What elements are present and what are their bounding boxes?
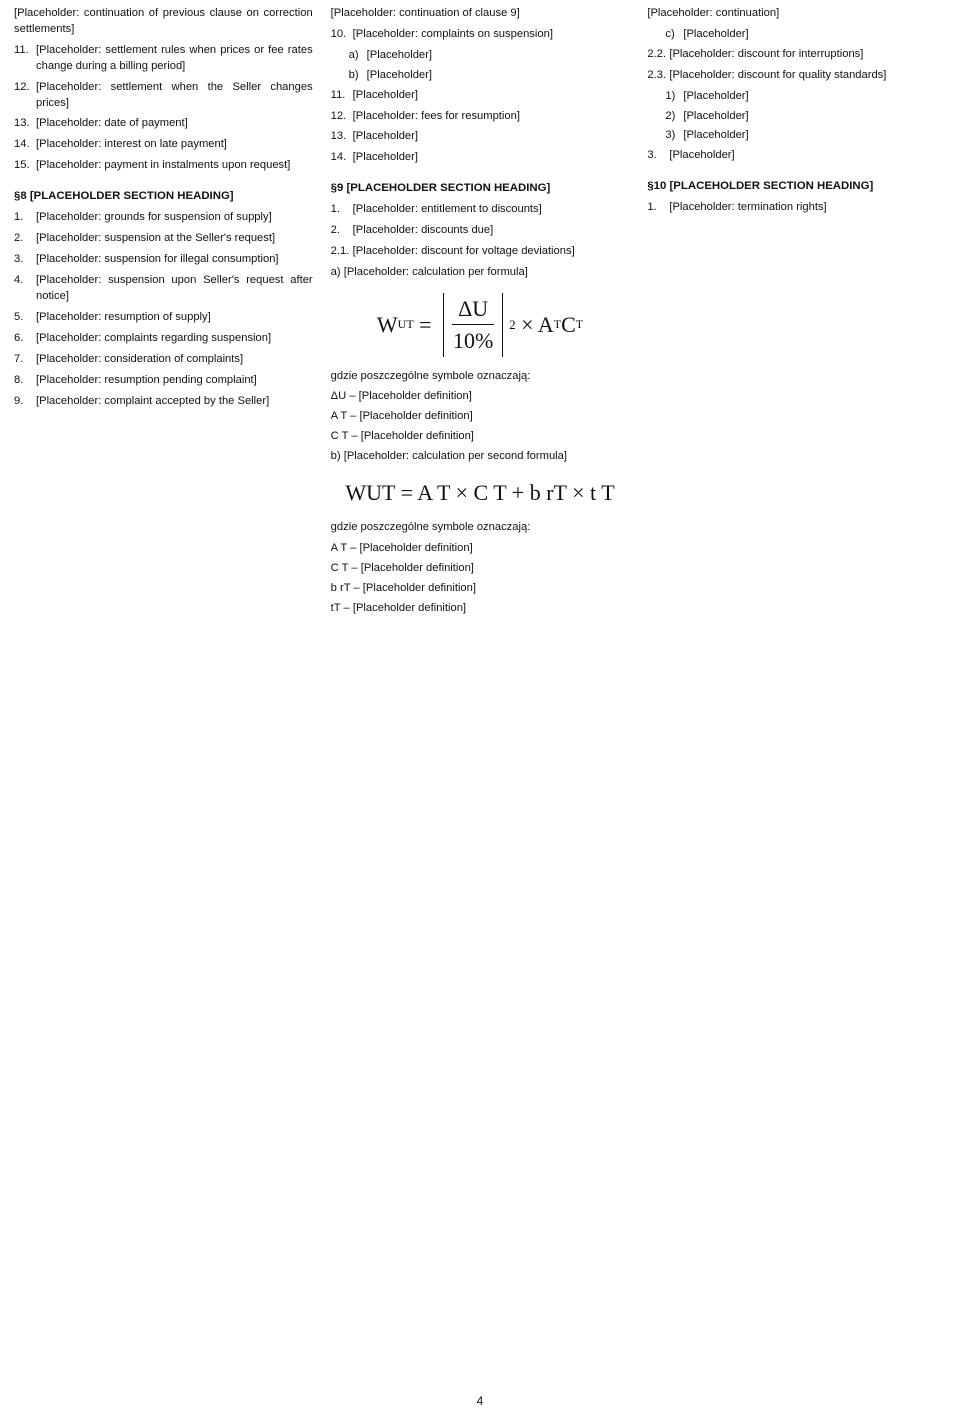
clause-number: 3. bbox=[647, 149, 657, 162]
clause-text: [Placeholder: discount for voltage deviations] bbox=[352, 245, 575, 258]
sub-a: a) [Placeholder: calculation per formula] bbox=[330, 266, 528, 279]
legend-item: C T – [Placeholder definition] bbox=[330, 562, 474, 575]
sub-clause bbox=[665, 128, 946, 144]
legend-item: A T – [Placeholder definition] bbox=[330, 410, 473, 423]
formula1-exponent: 2 bbox=[509, 316, 516, 332]
clause-number: 11. bbox=[14, 43, 29, 56]
clause-text: [Placeholder: complaint accepted by the Seller] bbox=[36, 394, 270, 407]
clause-text: [Placeholder] bbox=[352, 130, 418, 143]
column-3 bbox=[647, 6, 946, 1386]
formula-2: WUT = A T × C T + b rT × t T bbox=[345, 480, 615, 506]
clause-number: 2.2. bbox=[647, 47, 667, 60]
clause-text: [Placeholder: discounts due] bbox=[352, 224, 494, 237]
clause-text: [Placeholder] bbox=[683, 27, 749, 40]
clause bbox=[14, 210, 313, 226]
clause-text: [Placeholder] bbox=[352, 151, 418, 164]
clause-number: 1) bbox=[665, 89, 676, 102]
clause-number: 1. bbox=[330, 203, 341, 216]
clause-text: [Placeholder: discount for interruptions] bbox=[669, 47, 864, 60]
clause-text: [Placeholder: fees for resumption] bbox=[352, 109, 520, 122]
clause bbox=[331, 27, 630, 43]
clause bbox=[647, 47, 946, 63]
clause bbox=[647, 200, 946, 216]
clause-number: 13. bbox=[330, 130, 347, 143]
clause-number: 13. bbox=[14, 117, 30, 130]
clause-text: [Placeholder] bbox=[683, 109, 749, 122]
clause-text: [Placeholder: discount for quality standards] bbox=[669, 68, 887, 81]
legend2-intro: gdzie poszczególne symbole oznaczają: bbox=[330, 521, 531, 534]
clause-text: [Placeholder: payment in instalments upon request] bbox=[36, 159, 291, 172]
clause-number: 3. bbox=[14, 253, 24, 266]
clause-number: 6. bbox=[14, 331, 24, 344]
clause-number: 2) bbox=[665, 109, 676, 122]
legend-item: b rT – [Placeholder definition] bbox=[330, 582, 476, 595]
clause bbox=[14, 80, 313, 112]
clause-text: [Placeholder] bbox=[352, 88, 418, 101]
formula1-rhs: × A bbox=[521, 312, 554, 338]
clause-number: 3) bbox=[665, 129, 676, 142]
formula1-rhs-sub1: T bbox=[553, 317, 562, 332]
clause-text: [Placeholder: complaints regarding suspension] bbox=[36, 331, 272, 344]
clause-number: 12. bbox=[330, 109, 347, 122]
sub-clause bbox=[349, 68, 630, 84]
formula1-numerator: ΔU bbox=[452, 293, 494, 325]
sub-clause bbox=[665, 27, 946, 43]
formula-1: W UT = $\frac{\Delta U}{10\%}$ 2 × A T C T bbox=[331, 293, 630, 356]
clause bbox=[14, 394, 313, 410]
clause bbox=[14, 137, 313, 153]
clause-text: [Placeholder: settlement when the Seller changes prices] bbox=[36, 80, 313, 109]
clause-text: [Placeholder: date of payment] bbox=[36, 117, 188, 130]
clause bbox=[331, 88, 630, 104]
clause bbox=[14, 252, 313, 268]
section-10-heading: §10 [PLACEHOLDER SECTION HEADING] bbox=[647, 180, 874, 193]
clause bbox=[331, 223, 630, 239]
clause-text: [Placeholder: termination rights] bbox=[669, 201, 827, 214]
clause bbox=[14, 310, 313, 326]
legend1-intro: gdzie poszczególne symbole oznaczają: bbox=[330, 369, 531, 382]
clause bbox=[14, 273, 313, 305]
legend-item: C T – [Placeholder definition] bbox=[330, 430, 474, 443]
clause-text: [Placeholder] bbox=[366, 68, 432, 81]
clause-number: 2. bbox=[330, 224, 341, 237]
formula1-fraction bbox=[443, 293, 503, 356]
clause-text: [Placeholder: resumption of supply] bbox=[36, 310, 211, 323]
column-1 bbox=[14, 6, 313, 1386]
clause-number: 2.1. bbox=[330, 245, 350, 258]
clause bbox=[331, 129, 630, 145]
clause-text: [Placeholder: entitlement to discounts] bbox=[352, 203, 542, 216]
col3-intro: [Placeholder: continuation] bbox=[647, 7, 780, 19]
clause-number: 2.3. bbox=[647, 68, 667, 81]
clause-text: [Placeholder] bbox=[669, 149, 735, 162]
clause-number: b) bbox=[348, 68, 359, 81]
formula1-rhs2: C bbox=[561, 312, 576, 338]
clause-number: 15. bbox=[14, 159, 30, 172]
clause-number: 1. bbox=[14, 211, 24, 224]
clause-number: a) bbox=[348, 48, 359, 61]
clause bbox=[14, 231, 313, 247]
clause-text: [Placeholder] bbox=[683, 89, 749, 102]
clause bbox=[647, 68, 946, 84]
clause bbox=[647, 148, 946, 164]
clause-number: 7. bbox=[14, 352, 24, 365]
formula1-rhs-sub2: T bbox=[575, 317, 584, 332]
clause bbox=[331, 150, 630, 166]
clause bbox=[331, 244, 630, 260]
clause-number: 5. bbox=[14, 310, 24, 323]
clause-number: 8. bbox=[14, 373, 24, 386]
clause-number: c) bbox=[665, 27, 675, 40]
clause-text: [Placeholder: suspension upon Seller's request after notice] bbox=[36, 274, 313, 302]
clause-number: 2. bbox=[14, 232, 24, 245]
clause-text: [Placeholder: grounds for suspension of supply] bbox=[36, 211, 272, 224]
clause-text: [Placeholder: suspension for illegal consumption] bbox=[36, 253, 279, 266]
sub-clause bbox=[349, 48, 630, 64]
col1-intro: [Placeholder: continuation of previous clause on correction settlements] bbox=[14, 7, 313, 35]
clause-number: 11. bbox=[330, 88, 346, 101]
formula1-denominator: 10% bbox=[452, 328, 494, 354]
clause-number: 14. bbox=[14, 138, 30, 151]
clause-text: [Placeholder: suspension at the Seller's request] bbox=[36, 232, 276, 245]
sub-b: b) [Placeholder: calculation per second formula] bbox=[330, 450, 567, 463]
clause-text: [Placeholder: resumption pending complaint] bbox=[36, 373, 257, 386]
section-9-heading: §9 [PLACEHOLDER SECTION HEADING] bbox=[330, 182, 551, 195]
col2-intro: [Placeholder: continuation of clause 9] bbox=[330, 7, 520, 19]
sub-clause bbox=[665, 89, 946, 105]
clause bbox=[14, 43, 313, 75]
legend-item: tT – [Placeholder definition] bbox=[330, 601, 467, 614]
clause-number: 4. bbox=[14, 274, 24, 287]
clause bbox=[331, 109, 630, 125]
clause-text: [Placeholder: consideration of complaints] bbox=[36, 352, 244, 365]
formula1-lhs: W bbox=[376, 312, 398, 338]
legend-item: ΔU – [Placeholder definition] bbox=[330, 390, 472, 403]
clause bbox=[14, 331, 313, 347]
clause bbox=[14, 373, 313, 389]
page-number: 4 bbox=[476, 1394, 484, 1408]
clause bbox=[331, 202, 630, 218]
clause bbox=[14, 352, 313, 368]
clause bbox=[14, 116, 313, 132]
clause-text: [Placeholder: interest on late payment] bbox=[36, 138, 227, 151]
formula1-lhs-sub: UT bbox=[397, 317, 414, 332]
clause-text: [Placeholder: complaints on suspension] bbox=[352, 27, 553, 40]
clause-number: 12. bbox=[14, 80, 30, 93]
clause-text: [Placeholder] bbox=[683, 129, 749, 142]
clause-number: 10. bbox=[330, 27, 347, 40]
legend-item: A T – [Placeholder definition] bbox=[330, 542, 473, 555]
clause-number: 9. bbox=[14, 394, 24, 407]
clause-text: [Placeholder: settlement rules when prices or fee rates change during a billing period] bbox=[36, 43, 313, 72]
column-2 bbox=[331, 6, 630, 1386]
clause bbox=[14, 158, 313, 174]
section-8-heading: §8 [PLACEHOLDER SECTION HEADING] bbox=[14, 190, 234, 203]
clause-text: [Placeholder] bbox=[366, 48, 432, 61]
clause-number: 1. bbox=[647, 201, 657, 214]
clause-number: 14. bbox=[330, 151, 347, 164]
sub-clause bbox=[665, 109, 946, 125]
